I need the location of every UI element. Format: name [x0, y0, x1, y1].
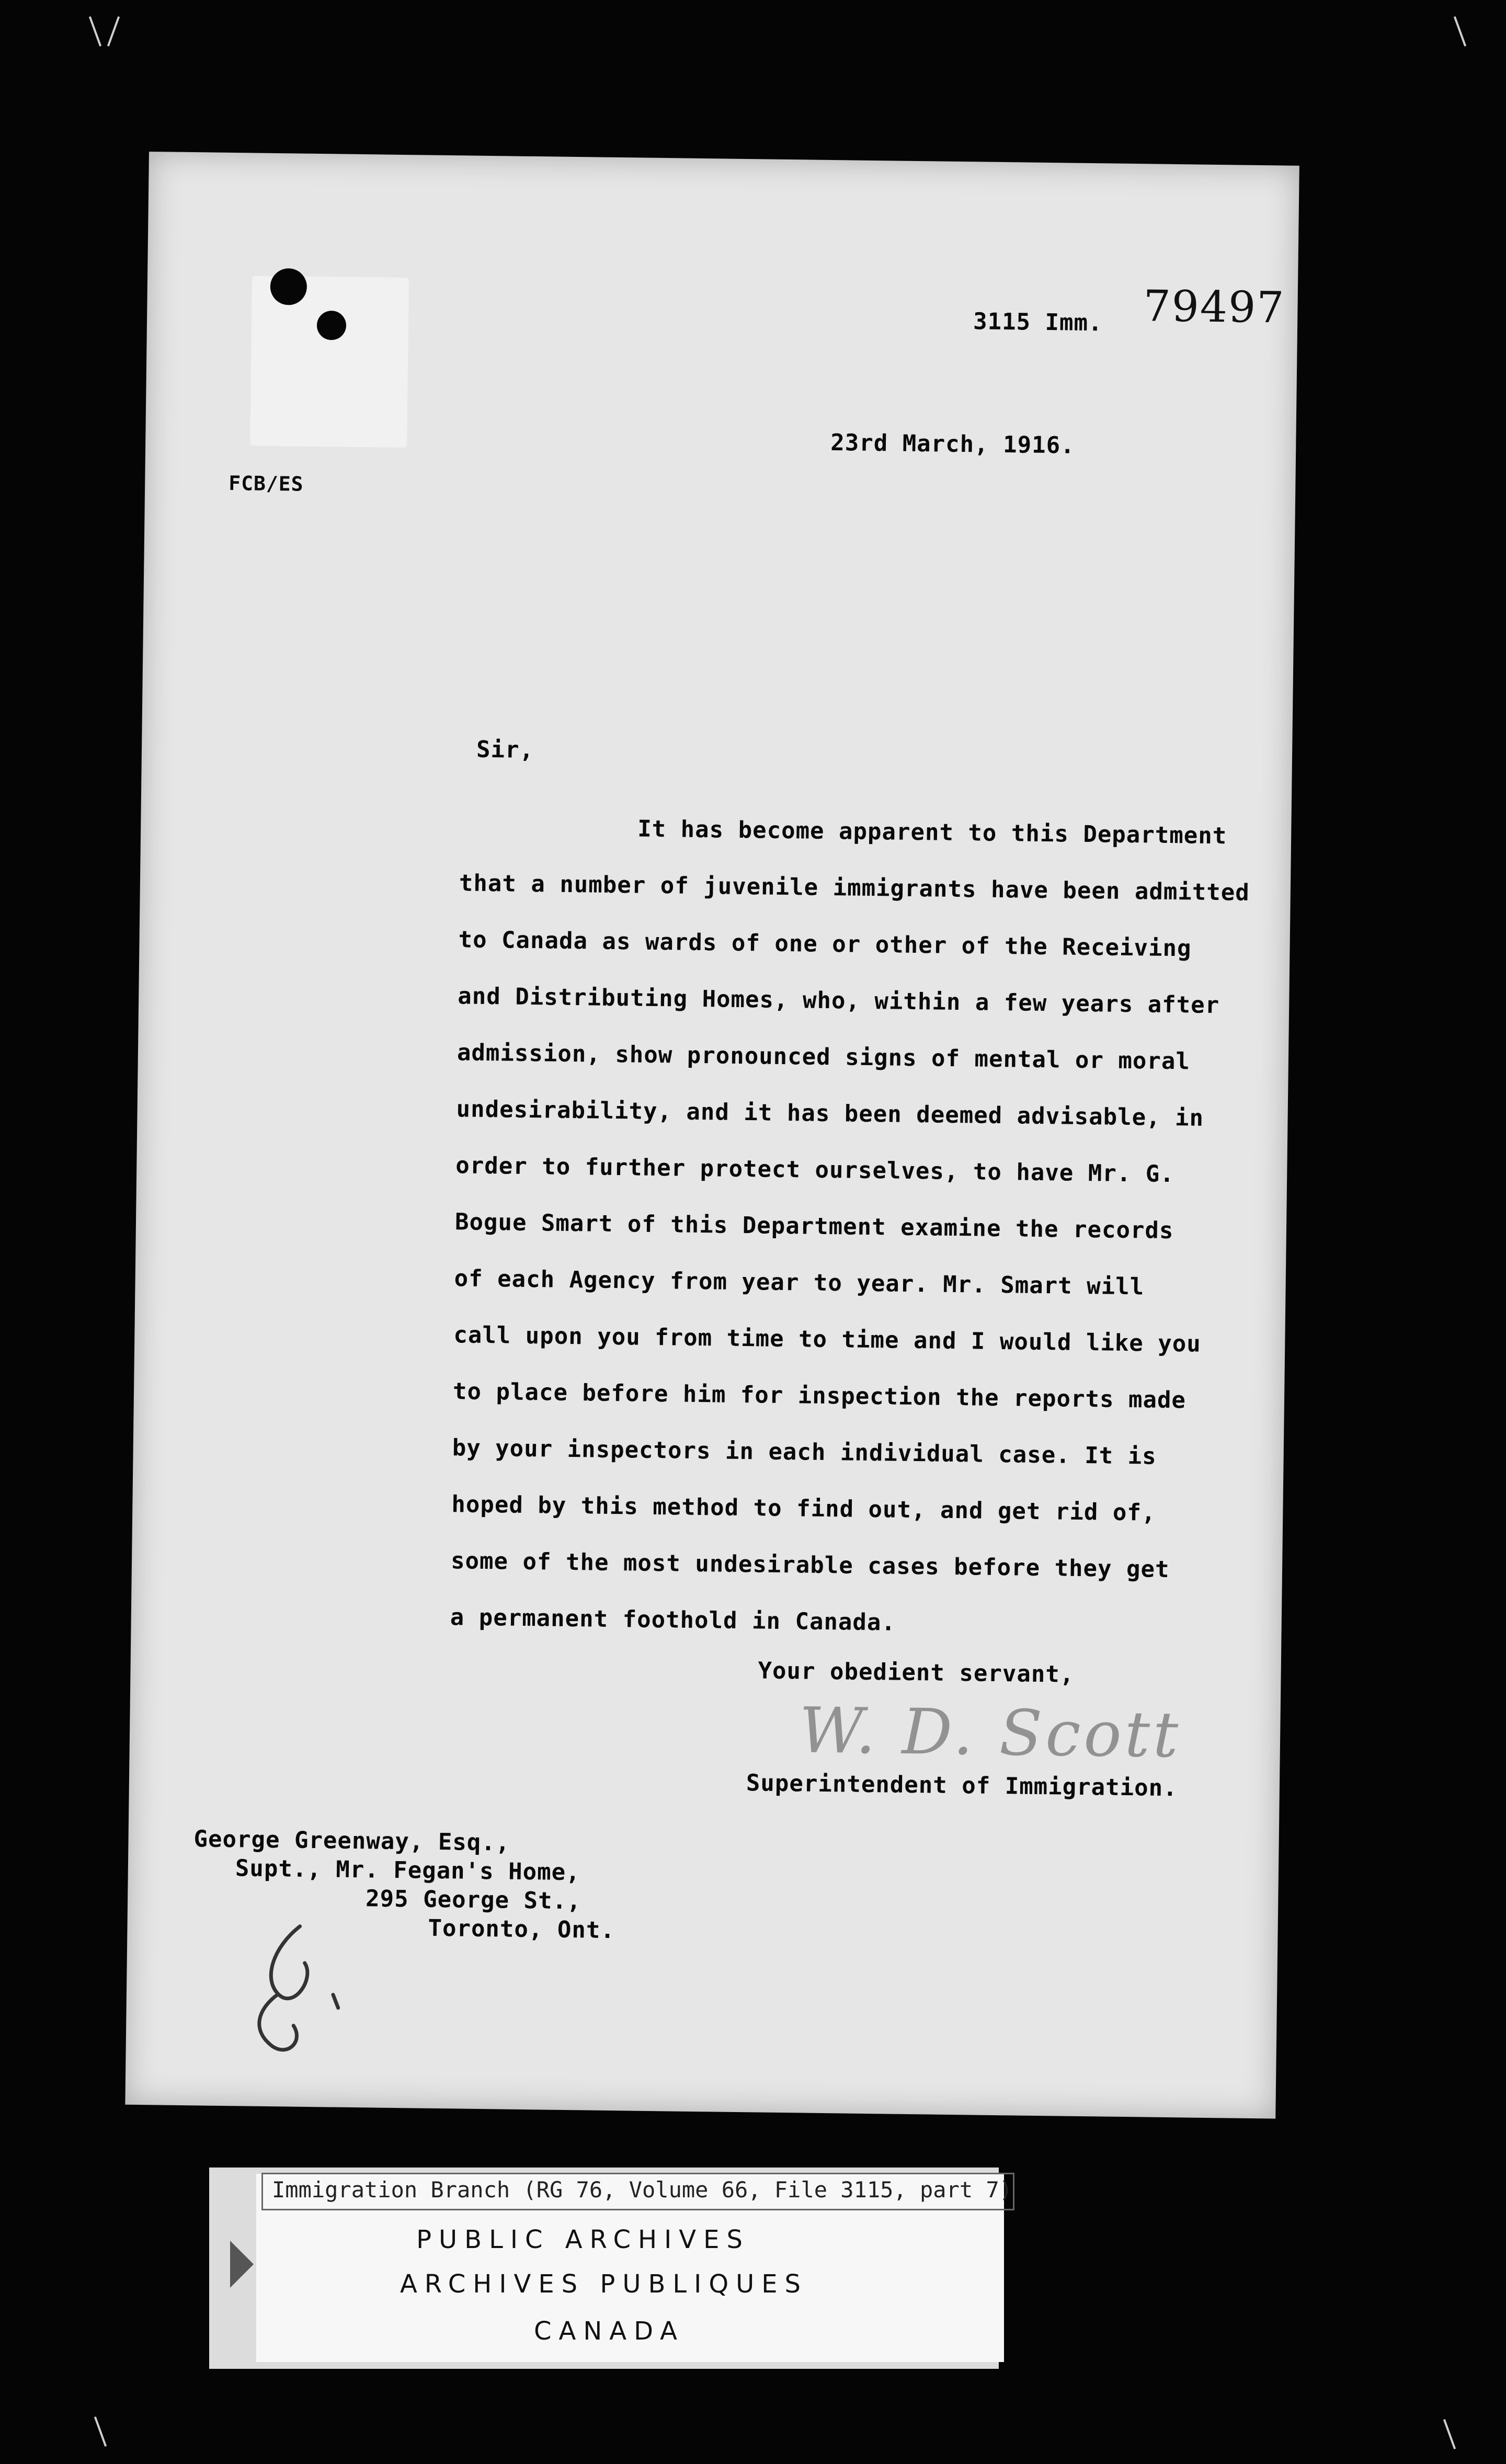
file-reference: 3115 Imm. [973, 308, 1103, 337]
body-line: order to further protect ourselves, to have Mr. G. [455, 1152, 1175, 1188]
archive-label [209, 2168, 1013, 2369]
body-line: to place before him for inspection the reports made [452, 1378, 1186, 1414]
film-tick-mark [1454, 16, 1466, 47]
body-line: call upon you from time to time and I would like you [453, 1321, 1202, 1358]
archive-name-french: ARCHIVES PUBLIQUES [400, 2269, 808, 2299]
closing-line: Your obedient servant, [758, 1657, 1075, 1688]
document-number: 79497 [1143, 281, 1285, 333]
film-tick-mark [89, 16, 101, 47]
letter-body [450, 798, 1297, 1656]
typist-initials: FCB/ES [228, 471, 304, 496]
body-line: of each Agency from year to year. Mr. Smart will [454, 1265, 1145, 1301]
archive-citation: Immigration Branch (RG 76, Volume 66, File 3115, part 7) [272, 2177, 1013, 2203]
address-line: Toronto, Ont. [428, 1914, 615, 1944]
address-line: 295 George St., [365, 1885, 581, 1915]
body-line: by your inspectors in each individual case. It is [452, 1434, 1157, 1470]
body-line: It has become apparent to this Department [637, 815, 1227, 850]
film-tick-mark [107, 16, 120, 47]
body-line: some of the most undesirable cases before they get [450, 1547, 1170, 1583]
archive-name-english: PUBLIC ARCHIVES [416, 2225, 750, 2254]
body-line: undesirability, and it has been deemed advisable, in [456, 1096, 1204, 1132]
film-tick-mark [1443, 2419, 1456, 2449]
archive-country: CANADA [533, 2317, 685, 2346]
address-line: George Greenway, Esq., [193, 1826, 510, 1856]
pencil-annotation-icon [241, 1915, 362, 2063]
film-tick-mark [94, 2416, 107, 2447]
body-line: to Canada as wards of one or other of the Receiving [458, 926, 1192, 962]
salutation: Sir, [476, 736, 534, 764]
address-line: Supt., Mr. Fegan's Home, [235, 1855, 580, 1886]
body-line: admission, show pronounced signs of mental or moral [457, 1039, 1191, 1075]
faded-stamp-area [250, 276, 409, 448]
body-line: a permanent foothold in Canada. [450, 1604, 896, 1636]
body-line: hoped by this method to find out, and get rid of, [451, 1491, 1156, 1526]
handwritten-signature: W. D. Scott [798, 1694, 1182, 1772]
letter-date: 23rd March, 1916. [830, 429, 1075, 459]
body-line: Bogue Smart of this Department examine the records [454, 1208, 1174, 1245]
signatory-title: Superintendent of Immigration. [746, 1770, 1178, 1802]
letter-page [125, 152, 1299, 2119]
body-line: and Distributing Homes, who, within a few years after [458, 983, 1220, 1019]
body-line: that a number of juvenile immigrants have been admitted [459, 870, 1250, 906]
